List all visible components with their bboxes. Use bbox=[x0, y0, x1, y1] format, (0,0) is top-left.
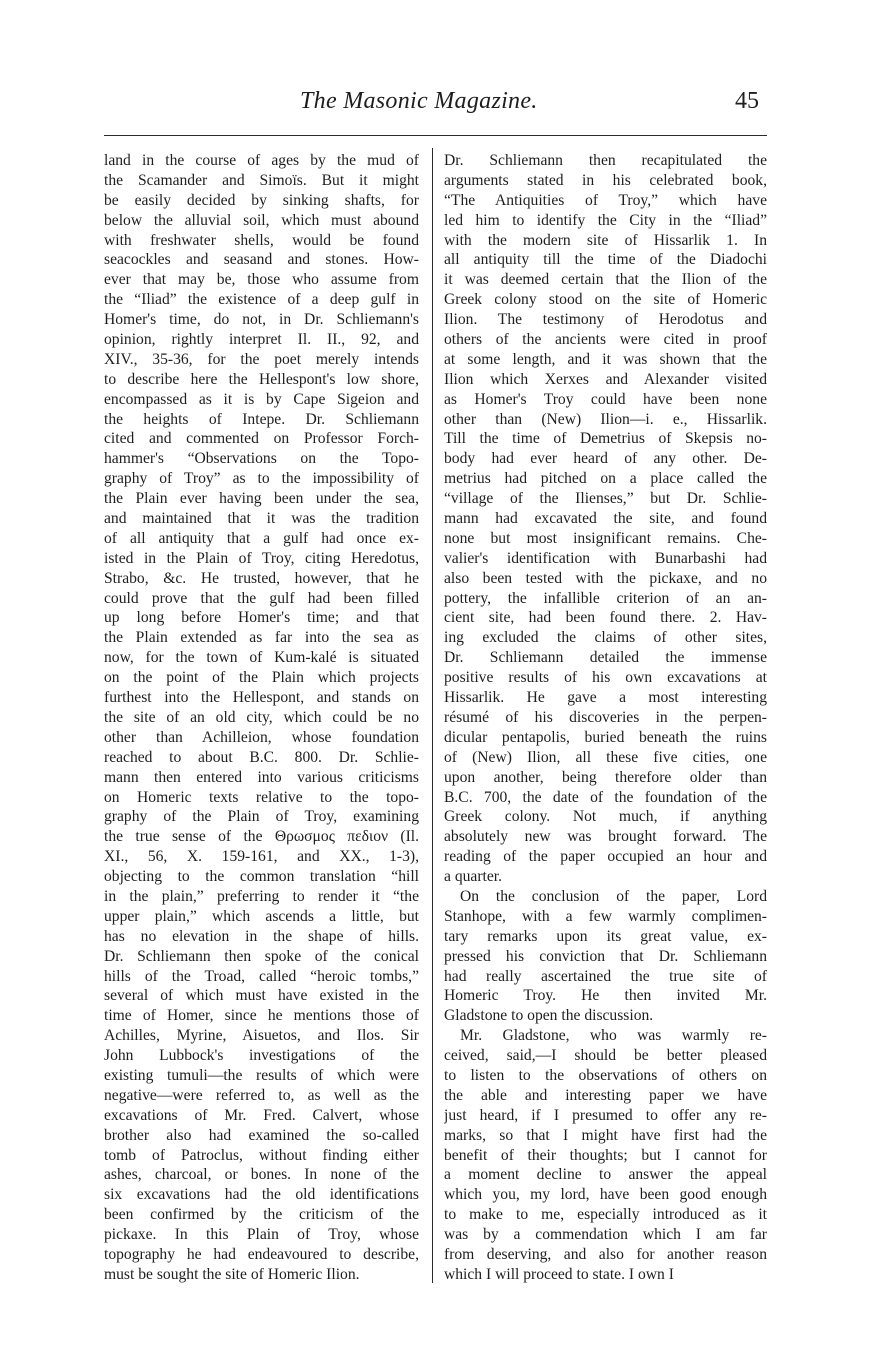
text-line: valier's identification with Bunarbashi had bbox=[444, 549, 767, 567]
text-line: Greek colony. Not much, if anything bbox=[444, 808, 767, 826]
text-line: mann then entered into various criticisms bbox=[104, 768, 419, 786]
text-line: ashes, charcoal, or bones. In none of the bbox=[104, 1166, 419, 1184]
text-line: the Scamander and Simoïs. But it might bbox=[104, 171, 419, 189]
text-line: several of which must have existed in the bbox=[104, 987, 419, 1005]
text-line: it was deemed certain that the Ilion of the bbox=[444, 271, 767, 289]
text-line: which I will proceed to state. I own I bbox=[444, 1265, 674, 1283]
text-line: to make to me, especially introduced as it bbox=[444, 1206, 767, 1224]
running-header-title: The Masonic Magazine. bbox=[300, 88, 538, 114]
text-line: Ilion. The testimony of Herodotus and bbox=[444, 311, 767, 329]
text-line: ing excluded the claims of other sites, bbox=[444, 629, 767, 647]
text-line: positive results of his own excavations at bbox=[444, 669, 767, 687]
text-line: Stanhope, with a few warmly complimen- bbox=[444, 907, 767, 925]
text-line: to listen to the observations of others on bbox=[444, 1066, 767, 1084]
text-line: cient site, had been found there. 2. Hav- bbox=[444, 609, 767, 627]
text-line: reached to about B.C. 800. Dr. Schlie- bbox=[104, 748, 419, 766]
text-line: topography he had endeavoured to describe, bbox=[104, 1245, 419, 1263]
text-line: existing tumuli—the results of which were bbox=[104, 1066, 419, 1084]
text-line: as Homer's Troy could have been none bbox=[444, 390, 767, 408]
header-rule bbox=[104, 135, 767, 136]
text-line: the Plain ever having been under the sea, bbox=[104, 490, 419, 508]
text-line: a moment decline to answer the appeal bbox=[444, 1166, 767, 1184]
text-line: Achilles, Myrine, Aisuetos, and Ilos. Sir bbox=[104, 1027, 419, 1045]
text-line: land in the course of ages by the mud of bbox=[104, 152, 419, 169]
text-line: seacockles and seasand and stones. How- bbox=[104, 251, 419, 269]
text-line: just heard, if I presumed to offer any re- bbox=[444, 1106, 767, 1124]
text-line: absolutely new was brought forward. The bbox=[444, 828, 767, 846]
text-line: be easily decided by sinking shafts, for bbox=[104, 191, 419, 209]
text-line: negative—were referred to, as well as the bbox=[104, 1086, 419, 1104]
text-line: could prove that the gulf had been filled bbox=[104, 589, 419, 607]
text-line: résumé of his discoveries in the perpen- bbox=[444, 708, 767, 726]
text-line: brother also had examined the so-called bbox=[104, 1126, 419, 1144]
text-line: Dr. Schliemann then spoke of the conical bbox=[104, 947, 419, 965]
text-line: hills of the Troad, called “heroic tombs,” bbox=[104, 967, 419, 985]
text-line: pressed his conviction that Dr. Schliemann bbox=[444, 947, 767, 965]
text-line: tomb of Patroclus, without finding either bbox=[104, 1146, 419, 1164]
text-line: B.C. 700, the date of the foundation of the bbox=[444, 788, 767, 806]
text-line: which you, my lord, have been good enough bbox=[444, 1186, 767, 1204]
text-line: benefit of their thoughts; but I cannot for bbox=[444, 1146, 767, 1164]
text-line: XI., 56, X. 159-161, and XX., 1-3), bbox=[104, 848, 419, 866]
text-line: graphy of Troy” as to the impossibility of bbox=[104, 470, 419, 488]
text-line: upper plain,” which ascends a little, but bbox=[104, 907, 419, 925]
text-line: tary remarks upon its great value, ex- bbox=[444, 927, 767, 945]
text-line: arguments stated in his celebrated book, bbox=[444, 171, 767, 189]
text-line: the Plain extended as far into the sea as bbox=[104, 629, 419, 647]
text-line: must be sought the site of Homeric Ilion. bbox=[104, 1265, 360, 1283]
text-line: graphy of the Plain of Troy, examining bbox=[104, 808, 419, 826]
text-line: Hissarlik. He gave a most interesting bbox=[444, 689, 767, 707]
text-line: Homer's time, do not, in Dr. Schliemann's bbox=[104, 311, 419, 329]
text-line: of (New) Ilion, all these five cities, one bbox=[444, 748, 767, 766]
text-line: now, for the town of Kum-kalé is situated bbox=[104, 649, 419, 667]
text-line: Strabo, &c. He trusted, however, that he bbox=[104, 569, 419, 587]
text-line: of all antiquity that a gulf had once ex- bbox=[104, 529, 419, 547]
text-line: pottery, the infallible criterion of an an- bbox=[444, 589, 767, 607]
text-line: Dr. Schliemann detailed the immense bbox=[444, 649, 767, 667]
text-line: on the point of the Plain which projects bbox=[104, 669, 419, 687]
text-line: been confirmed by the criticism of the bbox=[104, 1206, 419, 1224]
right-column bbox=[444, 151, 767, 1285]
text-line: all antiquity till the time of the Diadochi bbox=[444, 251, 767, 269]
text-line: On the conclusion of the paper, Lord bbox=[460, 887, 767, 905]
text-line: upon another, being therefore older than bbox=[444, 768, 767, 786]
text-line: opinion, rightly interpret Il. II., 92, and bbox=[104, 331, 419, 349]
text-line: furthest into the Hellespont, and stands on bbox=[104, 689, 419, 707]
text-line: with freshwater shells, would be found bbox=[104, 231, 419, 249]
text-line: other than (New) Ilion—i. e., Hissarlik. bbox=[444, 410, 767, 428]
text-line: “village of the Ilienses,” but Dr. Schlie- bbox=[444, 490, 767, 508]
text-line: a quarter. bbox=[444, 868, 503, 886]
text-line: on Homeric texts relative to the topo- bbox=[104, 788, 419, 806]
text-line: Gladstone to open the discussion. bbox=[444, 1007, 654, 1025]
text-line: marks, so that I might have first had the bbox=[444, 1126, 767, 1144]
text-line: up long before Homer's time; and that bbox=[104, 609, 419, 627]
text-line: the heights of Intepe. Dr. Schliemann bbox=[104, 410, 419, 428]
text-line: reading of the paper occupied an hour and bbox=[444, 848, 767, 866]
text-line: hammer's “Observations on the Topo- bbox=[104, 450, 419, 468]
text-line: and maintained that it was the tradition bbox=[104, 510, 419, 528]
text-line: isted in the Plain of Troy, citing Heredotus, bbox=[104, 549, 419, 567]
text-line: Mr. Gladstone, who was warmly re- bbox=[460, 1027, 767, 1045]
text-line: the “Iliad” the existence of a deep gulf in bbox=[104, 291, 419, 309]
text-line: XIV., 35-36, for the poet merely intends bbox=[104, 350, 419, 368]
text-line: Dr. Schliemann then recapitulated the bbox=[444, 152, 767, 169]
text-line: to describe here the Hellespont's low shore, bbox=[104, 370, 419, 388]
text-line: excavations of Mr. Fred. Calvert, whose bbox=[104, 1106, 419, 1124]
text-line: at some length, and it was shown that the bbox=[444, 350, 767, 368]
text-line: with the modern site of Hissarlik 1. In bbox=[444, 231, 767, 249]
text-line: below the alluvial soil, which must abound bbox=[104, 211, 419, 229]
text-line: dicular pentapolis, buried beneath the ruins bbox=[444, 728, 767, 746]
text-line: encompassed as it is by Cape Sigeion and bbox=[104, 390, 419, 408]
text-line: also been tested with the pickaxe, and no bbox=[444, 569, 767, 587]
text-line: ever that may be, those who assume from bbox=[104, 271, 419, 289]
text-line: had really ascertained the true site of bbox=[444, 967, 767, 985]
text-line: the able and interesting paper we have bbox=[444, 1086, 767, 1104]
text-line: led him to identify the City in the “Iliad” bbox=[444, 211, 767, 229]
text-line: six excavations had the old identifications bbox=[104, 1186, 419, 1204]
text-line: cited and commented on Professor Forch- bbox=[104, 430, 419, 448]
text-line: Homeric Troy. He then invited Mr. bbox=[444, 987, 767, 1005]
text-line: Greek colony stood on the site of Homeric bbox=[444, 291, 767, 309]
text-line: the site of an old city, which could be no bbox=[104, 708, 419, 726]
text-line: John Lubbock's investigations of the bbox=[104, 1047, 419, 1065]
text-line: was by a commendation which I am far bbox=[444, 1226, 767, 1244]
text-line: “The Antiquities of Troy,” which have bbox=[444, 191, 767, 209]
text-line: ceived, said,—I should be better pleased bbox=[444, 1047, 767, 1065]
left-column bbox=[104, 151, 419, 1285]
text-line: mann had excavated the site, and found bbox=[444, 510, 767, 528]
page-number: 45 bbox=[735, 88, 759, 114]
text-line: Ilion which Xerxes and Alexander visited bbox=[444, 370, 767, 388]
text-line: others of the ancients were cited in proof bbox=[444, 331, 767, 349]
text-line: body had ever heard of any other. De- bbox=[444, 450, 767, 468]
text-line: time of Homer, since he mentions those of bbox=[104, 1007, 419, 1025]
text-line: from deserving, and also for another reason bbox=[444, 1245, 767, 1263]
text-line: the true sense of the Θρωσμος πεδιον (Il. bbox=[104, 828, 419, 846]
text-line: metrius had pitched on a place called the bbox=[444, 470, 767, 488]
text-line: Till the time of Demetrius of Skepsis no- bbox=[444, 430, 767, 448]
text-line: in the plain,” preferring to render it “the bbox=[104, 887, 419, 905]
column-divider bbox=[432, 148, 433, 1283]
text-line: pickaxe. In this Plain of Troy, whose bbox=[104, 1226, 419, 1244]
text-line: has no elevation in the shape of hills. bbox=[104, 927, 419, 945]
text-line: objecting to the common translation “hill bbox=[104, 868, 419, 886]
text-line: other than Achilleion, whose foundation bbox=[104, 728, 419, 746]
text-line: none but most insignificant remains. Che- bbox=[444, 529, 767, 547]
